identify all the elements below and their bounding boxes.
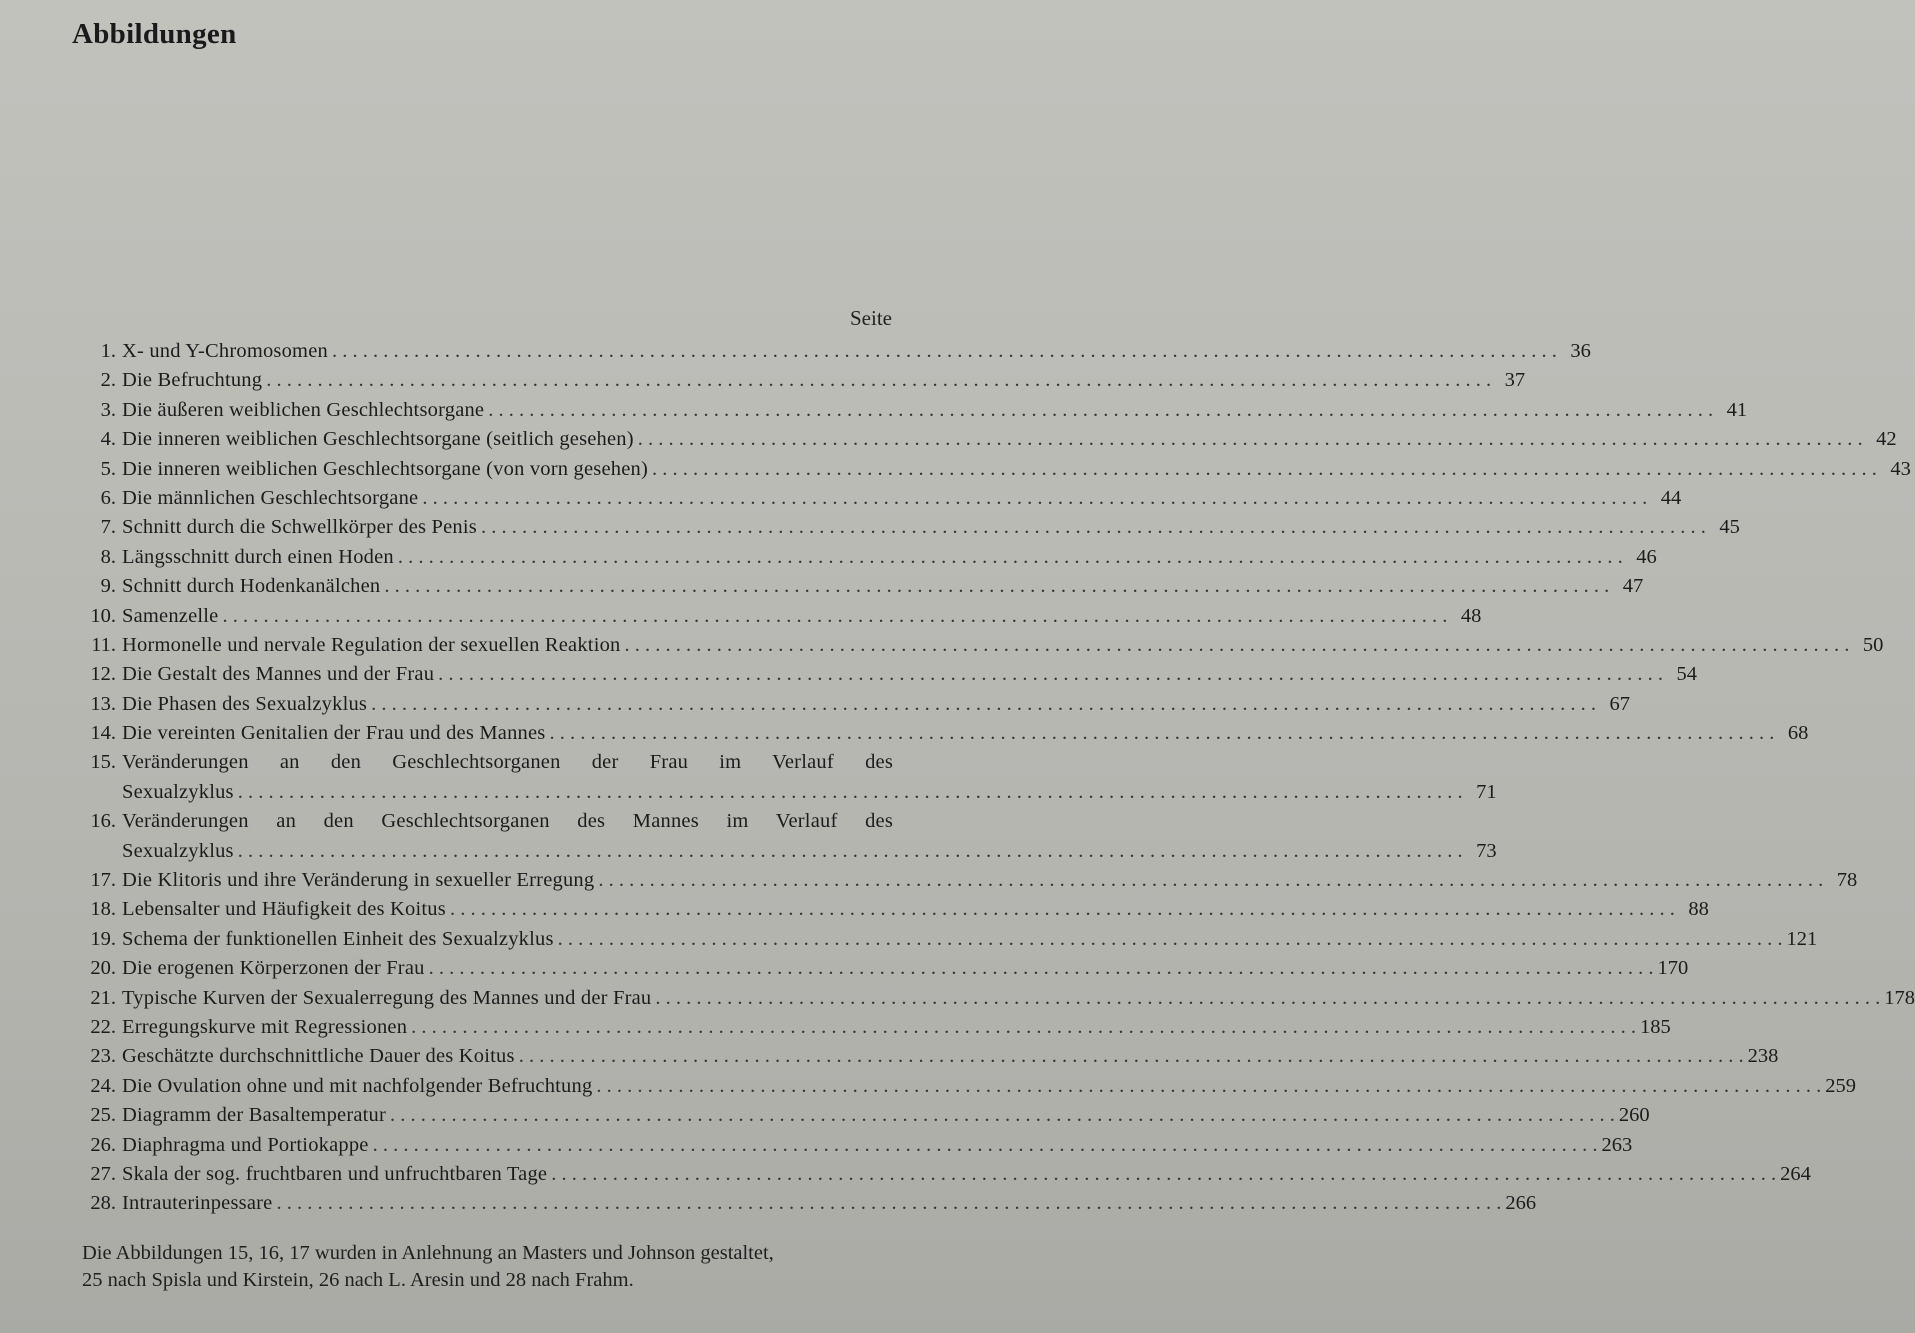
list-item	[78, 1189, 1537, 1218]
figure-number: 13.	[90, 692, 116, 715]
page-number: 178	[1884, 986, 1915, 1009]
page-number: 54	[1676, 663, 1698, 686]
page-number: 45	[1719, 516, 1740, 539]
page-number: 44	[1660, 486, 1682, 509]
figure-title: Typische Kurven der Sexualerregung des Mannes und der Frau	[122, 986, 652, 1009]
figure-number: 20.	[90, 957, 116, 980]
figure-number: 3.	[100, 398, 116, 421]
list-item	[78, 807, 893, 836]
page-number: 37	[1504, 369, 1526, 392]
figure-number: 12.	[90, 663, 116, 686]
figure-list	[78, 337, 1915, 1219]
figure-title: Die Ovulation ohne und mit nachfolgender Befruchtung	[122, 1074, 593, 1097]
page-number: 50	[1862, 633, 1884, 656]
page-number: 41	[1726, 398, 1748, 421]
page-number: 36	[1570, 340, 1591, 362]
figure-number: 8.	[100, 545, 116, 568]
page-column-header: Seite	[850, 306, 892, 330]
figure-title: Erregungskurve mit Regressionen	[122, 1015, 408, 1038]
list-item	[78, 895, 1709, 924]
page-number: 67	[1609, 692, 1630, 715]
dot-leader	[222, 602, 1447, 631]
page-number: 259	[1825, 1074, 1857, 1097]
page-number: 260	[1618, 1104, 1650, 1127]
figure-title: Die inneren weiblichen Geschlechtsorgane (seitlich gesehen)	[122, 428, 634, 451]
figure-number: 16.	[90, 810, 116, 833]
list-item	[78, 925, 1818, 954]
figure-title: Lebensalter und Häufigkeit des Koitus	[122, 898, 446, 921]
dot-leader	[551, 1160, 1776, 1189]
figure-number: 28.	[90, 1192, 116, 1215]
figure-title: Skala der sog. fruchtbaren und unfruchtbaren Tage	[122, 1162, 548, 1185]
figure-title-line2: Sexualzyklus	[122, 839, 234, 862]
dot-leader	[519, 1042, 1744, 1071]
dot-leader	[266, 366, 1491, 395]
figure-number: 25.	[90, 1104, 116, 1127]
list-item	[78, 1042, 1779, 1071]
page-number: 73	[1476, 839, 1497, 862]
figure-number: 4.	[100, 428, 116, 451]
page-number: 48	[1460, 604, 1482, 627]
figure-title: Die männlichen Geschlechtsorgane	[122, 486, 419, 509]
list-item-continuation	[78, 778, 1497, 807]
list-item	[78, 337, 1591, 366]
page-number: 47	[1622, 575, 1644, 598]
figure-title: Intrauterinpessare	[122, 1192, 273, 1215]
figure-title: Geschätzte durchschnittliche Dauer des Koitus	[122, 1045, 515, 1068]
dot-leader	[598, 866, 1823, 895]
list-item	[78, 513, 1740, 542]
figure-number: 19.	[90, 927, 116, 950]
figure-title: Die Gestalt des Mannes und der Frau	[122, 663, 435, 686]
list-item	[78, 954, 1689, 983]
list-item	[78, 690, 1630, 719]
footnote-line: Die Abbildungen 15, 16, 17 wurden in Anlehnung an Masters und Johnson gestaltet,	[82, 1242, 774, 1264]
figure-number: 1.	[100, 340, 116, 362]
dot-leader	[276, 1189, 1501, 1218]
page-number: 185	[1640, 1015, 1671, 1038]
dot-leader	[371, 690, 1596, 719]
figure-number: 26.	[90, 1133, 116, 1156]
page-number: 42	[1876, 428, 1897, 451]
figure-number: 21.	[90, 986, 116, 1009]
figure-title: Die inneren weiblichen Geschlechtsorgane (von vorn gesehen)	[122, 457, 649, 480]
dot-leader	[411, 1013, 1636, 1042]
page-number: 263	[1601, 1133, 1633, 1156]
dot-leader	[450, 895, 1675, 924]
figure-title: Die Befruchtung	[122, 369, 263, 392]
figure-title: Die Phasen des Sexualzyklus	[122, 692, 368, 715]
figure-title: Die erogenen Körperzonen der Frau	[122, 957, 425, 980]
list-item	[78, 602, 1482, 631]
list-item	[78, 1101, 1650, 1130]
dot-leader	[238, 837, 1463, 866]
figure-title: Schnitt durch die Schwellkörper des Penis	[122, 516, 477, 539]
dot-leader	[638, 425, 1863, 454]
list-item	[78, 396, 1748, 425]
list-item	[78, 1160, 1811, 1189]
list-item	[78, 366, 1526, 395]
dot-leader	[596, 1072, 1821, 1101]
dot-leader	[390, 1101, 1615, 1130]
page-number: 170	[1657, 957, 1689, 980]
figure-number: 24.	[90, 1074, 116, 1097]
list-item	[78, 748, 893, 777]
footnote	[82, 1240, 902, 1294]
footnote-line: 25 nach Spisla und Kirstein, 26 nach L. Aresin und 28 nach Frahm.	[82, 1269, 634, 1291]
page-number: 78	[1836, 869, 1858, 892]
figure-title: Hormonelle und nervale Regulation der sexuellen Reaktion	[122, 633, 621, 656]
page-number: 121	[1786, 927, 1818, 950]
list-item	[78, 455, 1911, 484]
page-title: Abbildungen	[72, 18, 237, 50]
figure-number: 9.	[100, 575, 116, 598]
figure-title: Die vereinten Genitalien der Frau und des Mannes	[122, 722, 546, 745]
figure-number: 6.	[100, 486, 116, 509]
list-item	[78, 484, 1682, 513]
dot-leader	[655, 984, 1880, 1013]
figure-title: Diaphragma und Portiokappe	[122, 1133, 369, 1156]
page-number: 88	[1688, 898, 1709, 921]
list-item	[78, 572, 1644, 601]
figure-title: Längsschnitt durch einen Hoden	[122, 545, 394, 568]
figure-title: Schema der funktionellen Einheit des Sexualzyklus	[122, 927, 554, 950]
figure-title-line1: Veränderungen an den Geschlechtsorganen des Mannes im Verlauf des	[122, 810, 893, 833]
list-item	[78, 984, 1915, 1013]
list-item	[78, 660, 1698, 689]
figure-title: Schnitt durch Hodenkanälchen	[122, 575, 381, 598]
figure-number: 11.	[91, 633, 116, 656]
dot-leader	[549, 719, 1774, 748]
figure-number: 5.	[100, 457, 116, 480]
dot-leader	[558, 925, 1783, 954]
page-number: 266	[1505, 1192, 1537, 1215]
page-number: 264	[1780, 1162, 1811, 1185]
dot-leader	[652, 455, 1877, 484]
page-number: 68	[1787, 722, 1809, 745]
figure-number: 22.	[90, 1015, 116, 1038]
dot-leader	[332, 337, 1557, 366]
list-item-continuation	[78, 837, 1497, 866]
page-number: 46	[1636, 545, 1657, 568]
list-item	[78, 1072, 1857, 1101]
list-item	[78, 425, 1897, 454]
figure-title: Die äußeren weiblichen Geschlechtsorgane	[122, 398, 485, 421]
figure-title: Die Klitoris und ihre Veränderung in sexueller Erregung	[122, 869, 595, 892]
figure-number: 14.	[90, 722, 116, 745]
dot-leader	[373, 1131, 1598, 1160]
figure-number: 17.	[90, 869, 116, 892]
figure-title: X- und Y-Chromosomen	[122, 340, 328, 362]
figure-number: 10.	[90, 604, 116, 627]
figure-title-line1: Veränderungen an den Geschlechtsorganen der Frau im Verlauf des	[122, 751, 893, 774]
figure-number: 27.	[90, 1162, 116, 1185]
figure-number: 7.	[100, 516, 116, 539]
figure-title: Diagramm der Basaltemperatur	[122, 1104, 387, 1127]
list-item	[78, 1131, 1633, 1160]
list-item	[78, 719, 1809, 748]
list-item	[78, 631, 1884, 660]
page-number: 71	[1476, 780, 1497, 803]
figure-title: Samenzelle	[122, 604, 219, 627]
dot-leader	[625, 631, 1850, 660]
dot-leader	[422, 484, 1647, 513]
dot-leader	[481, 513, 1706, 542]
figure-number: 18.	[90, 898, 116, 921]
page-number: 238	[1747, 1045, 1779, 1068]
list-item	[78, 543, 1657, 572]
list-item	[78, 1013, 1671, 1042]
dot-leader	[429, 954, 1654, 983]
dot-leader	[488, 396, 1713, 425]
figure-number: 15.	[90, 751, 116, 774]
dot-leader	[438, 660, 1663, 689]
list-item	[78, 866, 1858, 895]
figure-number: 23.	[90, 1045, 116, 1068]
figure-number: 2.	[100, 369, 116, 392]
dot-leader	[384, 572, 1609, 601]
dot-leader	[238, 778, 1463, 807]
page-number: 43	[1890, 457, 1911, 480]
figure-title-line2: Sexualzyklus	[122, 780, 234, 803]
dot-leader	[398, 543, 1623, 572]
